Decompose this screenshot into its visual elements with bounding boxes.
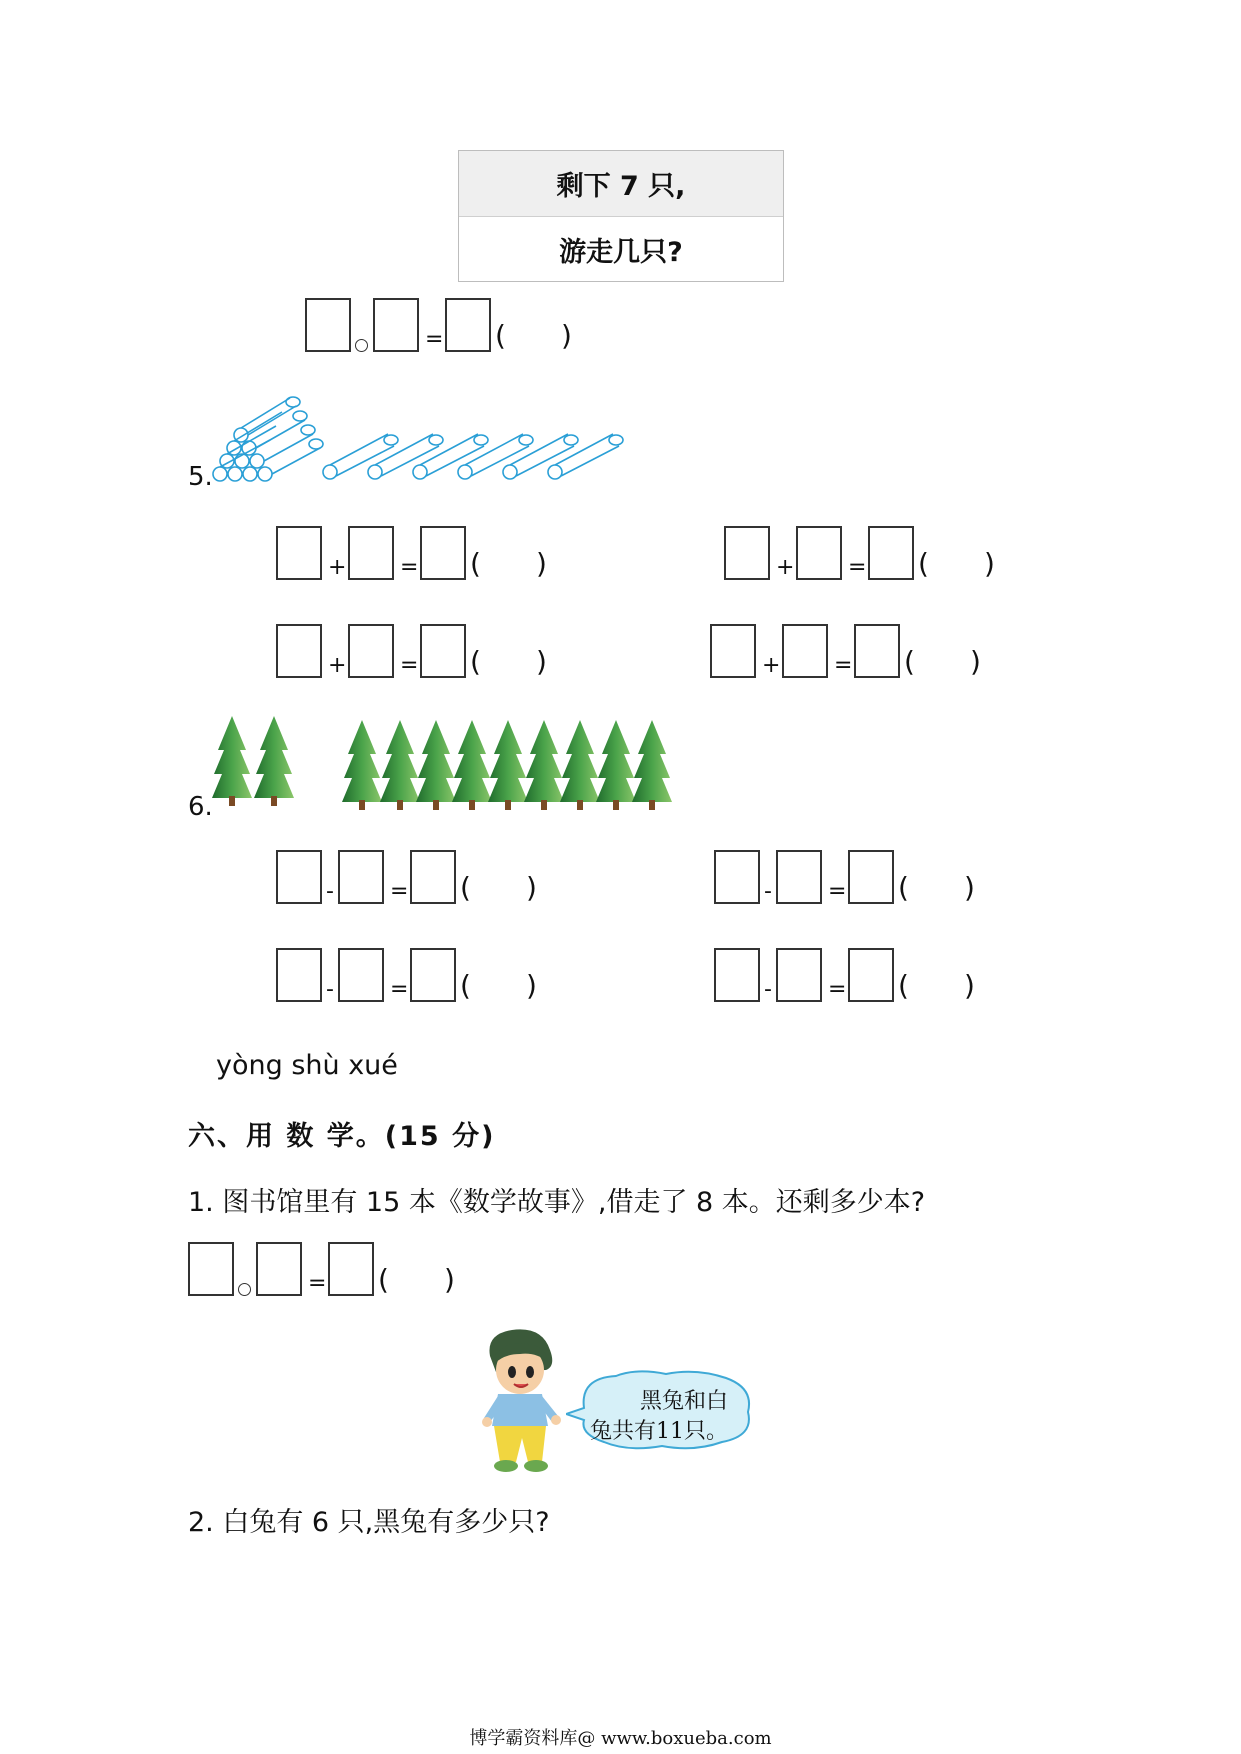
equals-sign: = [308, 1271, 327, 1296]
equals-sign: = [425, 327, 444, 352]
answer-box[interactable] [338, 850, 384, 904]
section-heading: 六、用 数 学。(15 分) [188, 1121, 496, 1152]
answer-box[interactable] [348, 624, 394, 678]
stick-bundle [213, 397, 323, 481]
unit-paren-open: ( [470, 645, 481, 678]
unit-paren-open: ( [460, 969, 471, 1002]
equals-sign: = [848, 555, 867, 580]
boy-illustration [476, 1326, 566, 1478]
answer-box[interactable] [305, 298, 351, 352]
single-sticks [323, 434, 623, 479]
minus-sign: - [764, 977, 772, 1002]
answer-box[interactable] [445, 298, 491, 352]
unit-paren-close: ) [444, 1263, 455, 1296]
equals-sign: = [390, 977, 409, 1002]
answer-box[interactable] [782, 624, 828, 678]
minus-sign: - [764, 879, 772, 904]
operator-circle[interactable] [238, 1278, 251, 1302]
plus-sign: + [328, 653, 347, 678]
answer-box[interactable] [348, 526, 394, 580]
unit-paren-close: ) [536, 547, 547, 580]
unit-paren-open: ( [918, 547, 929, 580]
minus-sign: - [326, 879, 334, 904]
plus-sign: + [762, 653, 781, 678]
answer-box[interactable] [724, 526, 770, 580]
unit-paren-open: ( [378, 1263, 389, 1296]
table-row-question: 游走几只? [559, 237, 683, 268]
answer-box[interactable] [848, 948, 894, 1002]
answer-box[interactable] [848, 850, 894, 904]
problem-2-text: 2. 白兔有 6 只,黑兔有多少只? [188, 1507, 550, 1538]
trees-illustration [210, 716, 690, 812]
answer-box[interactable] [420, 624, 466, 678]
unit-paren-close: ) [526, 969, 537, 1002]
answer-box[interactable] [796, 526, 842, 580]
unit-paren-close: ) [970, 645, 981, 678]
plus-sign: + [328, 555, 347, 580]
answer-box[interactable] [276, 624, 322, 678]
speech-line-1: 黑兔和白 [640, 1389, 729, 1414]
minus-sign: - [326, 977, 334, 1002]
table-row-remaining: 剩下 7 只, [459, 151, 783, 217]
unit-paren-close: ) [964, 871, 975, 904]
unit-paren-open: ( [898, 969, 909, 1002]
unit-paren-close: ) [984, 547, 995, 580]
equals-sign: = [828, 977, 847, 1002]
unit-paren-open: ( [460, 871, 471, 904]
answer-box[interactable] [410, 850, 456, 904]
answer-box[interactable] [276, 850, 322, 904]
answer-box[interactable] [276, 948, 322, 1002]
question-number-6: 6. [188, 792, 213, 822]
plus-sign: + [776, 555, 795, 580]
equals-sign: = [390, 879, 409, 904]
unit-paren-open: ( [470, 547, 481, 580]
answer-box[interactable] [854, 624, 900, 678]
problem-1-text: 1. 图书馆里有 15 本《数学故事》,借走了 8 本。还剩多少本? [188, 1187, 926, 1218]
unit-paren-close: ) [536, 645, 547, 678]
section-pinyin: yòng shù xué [216, 1050, 398, 1081]
answer-box[interactable] [776, 850, 822, 904]
equals-sign: = [828, 879, 847, 904]
equals-sign: = [400, 653, 419, 678]
speech-line-2: 兔共有11只。 [590, 1419, 728, 1444]
sticks-illustration [210, 390, 650, 490]
equals-sign: = [400, 555, 419, 580]
answer-box[interactable] [420, 526, 466, 580]
unit-paren-close: ) [526, 871, 537, 904]
answer-box[interactable] [256, 1242, 302, 1296]
question-number-5: 5. [188, 462, 213, 492]
answer-box[interactable] [868, 526, 914, 580]
answer-box[interactable] [188, 1242, 234, 1296]
answer-box[interactable] [776, 948, 822, 1002]
footer-watermark: 博学霸资料库@ www.boxueba.com [469, 1728, 772, 1749]
answer-box[interactable] [410, 948, 456, 1002]
unit-paren-open: ( [898, 871, 909, 904]
answer-box[interactable] [338, 948, 384, 1002]
unit-paren-open: ( [904, 645, 915, 678]
answer-box[interactable] [710, 624, 756, 678]
operator-circle[interactable] [355, 334, 368, 358]
answer-box[interactable] [714, 850, 760, 904]
answer-box[interactable] [276, 526, 322, 580]
unit-paren-open: ( [495, 319, 506, 352]
equals-sign: = [834, 653, 853, 678]
answer-box[interactable] [373, 298, 419, 352]
answer-box[interactable] [714, 948, 760, 1002]
question-table [458, 150, 784, 282]
unit-paren-close: ) [561, 319, 572, 352]
answer-box[interactable] [328, 1242, 374, 1296]
unit-paren-close: ) [964, 969, 975, 1002]
